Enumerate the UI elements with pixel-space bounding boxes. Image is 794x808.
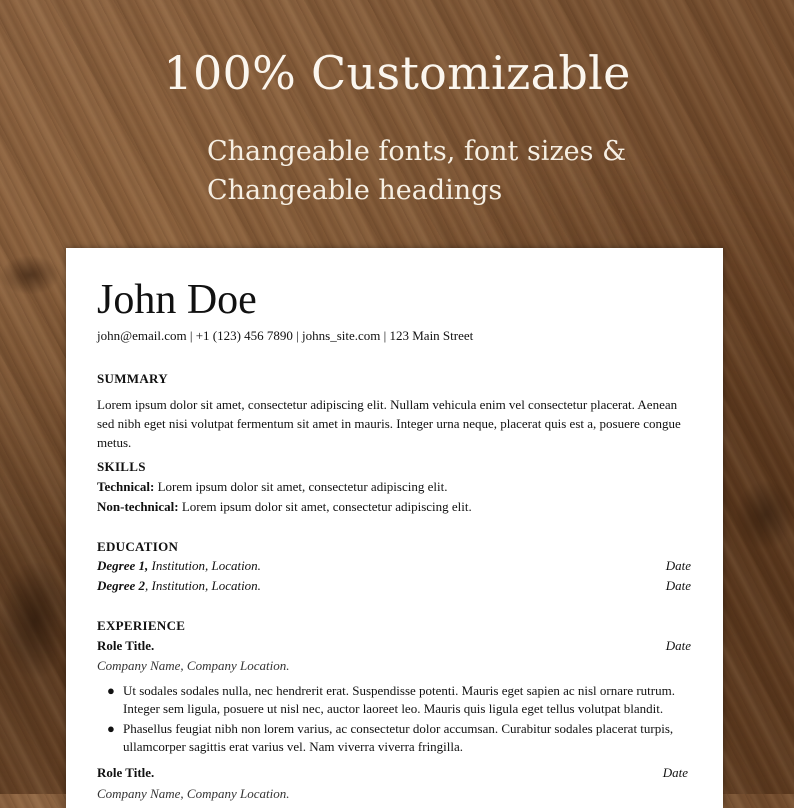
skill-line	[97, 497, 687, 516]
section-heading-summary: SUMMARY	[97, 371, 168, 386]
degree-name: Degree 1,	[97, 558, 149, 573]
degree-name: Degree 2	[97, 578, 146, 593]
wood-knot	[0, 560, 70, 680]
role-date: Date	[665, 638, 691, 653]
bullet-dot: ●	[107, 683, 115, 698]
section-heading-skills: SKILLS	[97, 459, 146, 474]
experience-bullet	[107, 720, 693, 756]
experience-bullet	[107, 682, 693, 718]
banner-subheading	[207, 132, 626, 210]
role-title: Role Title.	[97, 638, 155, 653]
wood-knot	[0, 255, 60, 295]
bullet-text: Phasellus feugiat nibh non lorem varius, ac consectetur dolor accumsan. Curabitur sodales placerat turpis, ullamcorper sagittis erat varius vel. Nam viverra viverra fringilla.	[123, 721, 674, 754]
role-title: Role Title.	[97, 765, 155, 780]
bullet-dot: ●	[107, 721, 115, 736]
education-date: Date	[665, 578, 691, 593]
banner-subheading-line: Changeable fonts, font sizes &	[207, 136, 627, 167]
company-line: Company Name, Company Location.	[97, 658, 290, 673]
summary-text: Lorem ipsum dolor sit amet, consectetur adipiscing elit. Nullam vehicula enim vel consectetur placerat. Aenean sed nibh eget nisi volutpat fermentum sit amet in mauris. Integer urna neque, placerat quis est a, posuere congue metus.	[97, 397, 681, 450]
education-entry	[97, 576, 687, 595]
bullet-text: Ut sodales sodales nulla, nec hendrerit erat. Suspendisse potenti. Mauris eget sapien ac nisl ornare rutrum. Integer sem ligula, posuere ut nisl nec, auctor laoreet leo. Mauris quis ligula eget tellus volutpat blandit.	[123, 683, 675, 716]
wood-knot	[735, 480, 794, 550]
contact-line: john@email.com | +1 (123) 456 7890 | johns_site.com | 123 Main Street	[97, 328, 474, 343]
resume-name: John Doe	[97, 277, 257, 323]
education-entry	[97, 556, 687, 575]
skill-label: Technical:	[97, 479, 155, 494]
banner-headline: 100% Customizable	[163, 46, 631, 100]
company-line: Company Name, Company Location.	[97, 786, 290, 801]
banner-subheading-line: Changeable headings	[207, 175, 503, 206]
education-date: Date	[665, 558, 691, 573]
skill-line	[97, 477, 687, 496]
skill-text: Lorem ipsum dolor sit amet, consectetur adipiscing elit.	[181, 499, 472, 514]
section-heading-education: EDUCATION	[97, 539, 179, 554]
section-heading-experience: EXPERIENCE	[97, 618, 186, 633]
skill-label: Non-technical:	[97, 499, 179, 514]
degree-details: Institution, Location.	[151, 558, 261, 573]
skill-text: Lorem ipsum dolor sit amet, consectetur adipiscing elit.	[157, 479, 448, 494]
degree-details: , Institution, Location.	[145, 578, 261, 593]
resume-page	[66, 248, 723, 808]
role-date: Date	[662, 765, 688, 780]
